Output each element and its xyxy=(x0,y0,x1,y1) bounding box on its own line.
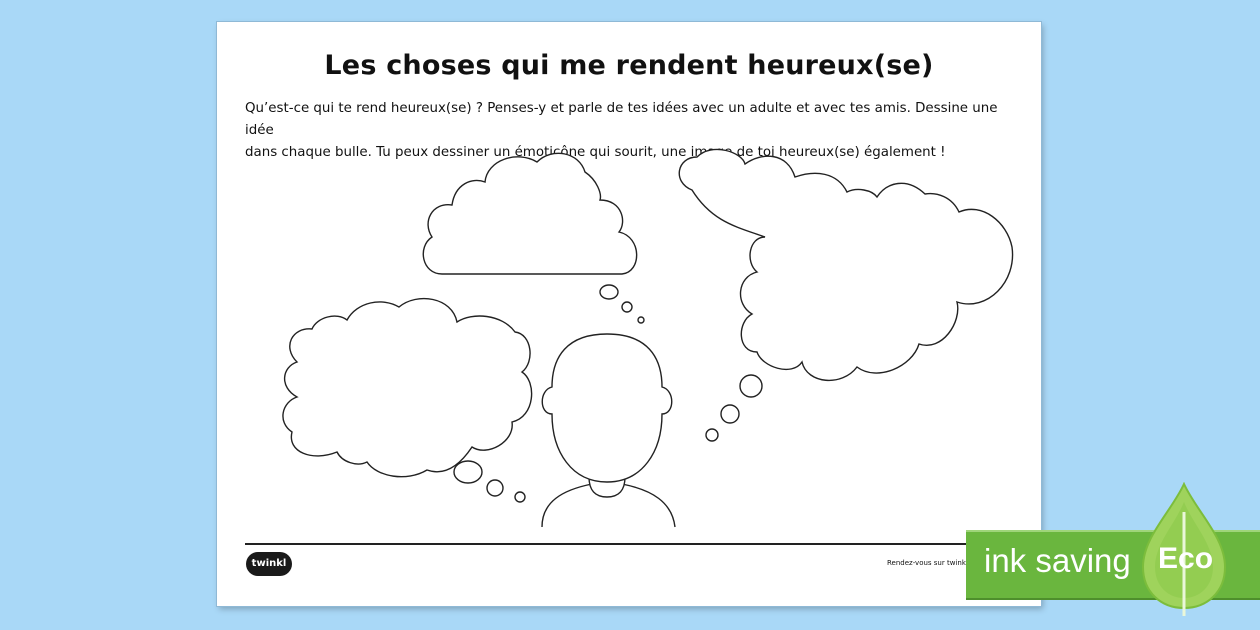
twinkl-logo: twinkl xyxy=(246,552,292,576)
ink-saving-label: ink saving xyxy=(984,542,1131,579)
worksheet-title: Les choses qui me rendent heureux(se) xyxy=(324,50,934,81)
thought-cloud-right xyxy=(679,149,1012,380)
instructions-line-1: Qu’est-ce qui te rend heureux(se) ? Penses-y et parle de tes idées avec un adulte et avec tes amis. Dessine une idée xyxy=(245,101,998,138)
illustration xyxy=(217,22,1041,606)
instructions-line-2: dans chaque bulle. Tu peux dessiner un émoticône qui sourit, une image de toi heureux(se) également ! xyxy=(245,145,946,160)
child-silhouette xyxy=(542,334,675,527)
eco-label: Eco xyxy=(1158,542,1214,575)
worksheet-page xyxy=(217,22,1041,606)
footer-link[interactable]: Rendez-vous sur twink xyxy=(887,559,966,567)
thought-cloud-left xyxy=(283,299,532,477)
thought-cloud-top xyxy=(423,153,636,274)
footer-divider xyxy=(245,543,1025,545)
